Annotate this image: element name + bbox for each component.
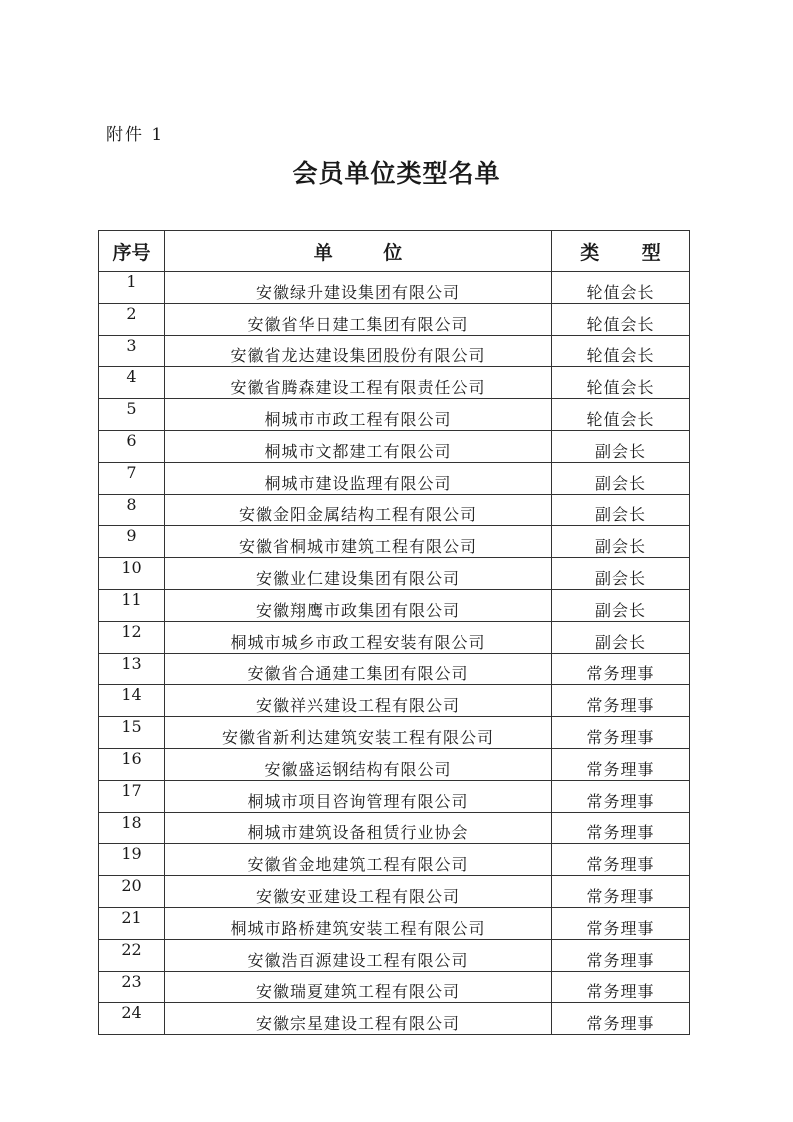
unit-name-cell: 安徽宗星建设工程有限公司 xyxy=(165,1003,552,1035)
serial-number-cell: 7 xyxy=(99,462,165,494)
member-type-cell: 常务理事 xyxy=(552,907,690,939)
member-type-cell: 副会长 xyxy=(552,430,690,462)
unit-name-cell: 安徽省腾森建设工程有限责任公司 xyxy=(165,367,552,399)
unit-name-cell: 安徽祥兴建设工程有限公司 xyxy=(165,685,552,717)
unit-name-cell: 桐城市文都建工有限公司 xyxy=(165,430,552,462)
serial-number-cell: 21 xyxy=(99,907,165,939)
member-type-cell: 常务理事 xyxy=(552,653,690,685)
unit-name-cell: 安徽金阳金属结构工程有限公司 xyxy=(165,494,552,526)
serial-number-cell: 17 xyxy=(99,780,165,812)
table-row xyxy=(99,367,690,399)
unit-name-cell: 桐城市建筑设备租赁行业协会 xyxy=(165,812,552,844)
member-type-cell: 副会长 xyxy=(552,462,690,494)
member-type-cell: 轮值会长 xyxy=(552,335,690,367)
serial-number-cell: 24 xyxy=(99,1003,165,1035)
table-body xyxy=(99,272,690,1035)
serial-number-cell: 2 xyxy=(99,303,165,335)
table-row xyxy=(99,621,690,653)
unit-name-cell: 安徽省合通建工集团有限公司 xyxy=(165,653,552,685)
serial-number-cell: 3 xyxy=(99,335,165,367)
unit-name-cell: 安徽业仁建设集团有限公司 xyxy=(165,558,552,590)
member-type-cell: 轮值会长 xyxy=(552,303,690,335)
unit-name-cell: 安徽省华日建工集团有限公司 xyxy=(165,303,552,335)
serial-number-cell: 8 xyxy=(99,494,165,526)
serial-number-cell: 5 xyxy=(99,399,165,431)
unit-name-cell: 安徽省金地建筑工程有限公司 xyxy=(165,844,552,876)
unit-name-cell: 安徽浩百源建设工程有限公司 xyxy=(165,939,552,971)
table-row xyxy=(99,685,690,717)
unit-name-cell: 桐城市市政工程有限公司 xyxy=(165,399,552,431)
member-type-cell: 常务理事 xyxy=(552,748,690,780)
table-row xyxy=(99,430,690,462)
table-row xyxy=(99,589,690,621)
serial-number-cell: 12 xyxy=(99,621,165,653)
table-row xyxy=(99,844,690,876)
unit-name-cell: 安徽翔鹰市政集团有限公司 xyxy=(165,589,552,621)
serial-number-cell: 22 xyxy=(99,939,165,971)
member-type-cell: 副会长 xyxy=(552,589,690,621)
table-header-row xyxy=(99,231,690,272)
unit-name-cell: 安徽绿升建设集团有限公司 xyxy=(165,272,552,304)
table-row xyxy=(99,939,690,971)
member-type-cell: 轮值会长 xyxy=(552,399,690,431)
table-row xyxy=(99,812,690,844)
member-type-cell: 轮值会长 xyxy=(552,272,690,304)
table-row xyxy=(99,462,690,494)
serial-number-cell: 20 xyxy=(99,876,165,908)
unit-name-cell: 桐城市建设监理有限公司 xyxy=(165,462,552,494)
serial-number-cell: 4 xyxy=(99,367,165,399)
member-type-cell: 轮值会长 xyxy=(552,367,690,399)
member-type-cell: 常务理事 xyxy=(552,971,690,1003)
table-row xyxy=(99,272,690,304)
member-type-cell: 常务理事 xyxy=(552,780,690,812)
table-row xyxy=(99,335,690,367)
member-type-cell: 常务理事 xyxy=(552,685,690,717)
table-row xyxy=(99,748,690,780)
serial-number-cell: 15 xyxy=(99,717,165,749)
table-row xyxy=(99,1003,690,1035)
serial-number-cell: 13 xyxy=(99,653,165,685)
serial-number-cell: 18 xyxy=(99,812,165,844)
unit-name-cell: 桐城市项目咨询管理有限公司 xyxy=(165,780,552,812)
document-title: 会员单位类型名单 xyxy=(292,159,501,188)
unit-name-cell: 安徽省新利达建筑安装工程有限公司 xyxy=(165,717,552,749)
table-row xyxy=(99,780,690,812)
table-row xyxy=(99,876,690,908)
member-type-cell: 常务理事 xyxy=(552,876,690,908)
table-row xyxy=(99,303,690,335)
member-type-cell: 副会长 xyxy=(552,558,690,590)
member-type-cell: 常务理事 xyxy=(552,812,690,844)
serial-number-cell: 11 xyxy=(99,589,165,621)
serial-number-cell: 23 xyxy=(99,971,165,1003)
header-type: 类 型 xyxy=(552,231,690,272)
table-row xyxy=(99,971,690,1003)
member-type-cell: 副会长 xyxy=(552,494,690,526)
table-row xyxy=(99,717,690,749)
serial-number-cell: 10 xyxy=(99,558,165,590)
member-units-table xyxy=(98,230,690,1035)
unit-name-cell: 安徽省桐城市建筑工程有限公司 xyxy=(165,526,552,558)
member-type-cell: 副会长 xyxy=(552,621,690,653)
table-row xyxy=(99,653,690,685)
member-type-cell: 常务理事 xyxy=(552,1003,690,1035)
unit-name-cell: 桐城市城乡市政工程安装有限公司 xyxy=(165,621,552,653)
member-type-cell: 常务理事 xyxy=(552,939,690,971)
table-row xyxy=(99,399,690,431)
header-unit: 单 位 xyxy=(165,231,552,272)
table-row xyxy=(99,558,690,590)
serial-number-cell: 14 xyxy=(99,685,165,717)
unit-name-cell: 安徽省龙达建设集团股份有限公司 xyxy=(165,335,552,367)
table-row xyxy=(99,907,690,939)
member-type-cell: 常务理事 xyxy=(552,717,690,749)
serial-number-cell: 6 xyxy=(99,430,165,462)
unit-name-cell: 安徽安亚建设工程有限公司 xyxy=(165,876,552,908)
serial-number-cell: 19 xyxy=(99,844,165,876)
header-serial-number: 序号 xyxy=(99,231,165,272)
serial-number-cell: 9 xyxy=(99,526,165,558)
serial-number-cell: 16 xyxy=(99,748,165,780)
serial-number-cell: 1 xyxy=(99,272,165,304)
member-type-cell: 副会长 xyxy=(552,526,690,558)
table-row xyxy=(99,526,690,558)
unit-name-cell: 安徽盛运钢结构有限公司 xyxy=(165,748,552,780)
member-type-cell: 常务理事 xyxy=(552,844,690,876)
table-row xyxy=(99,494,690,526)
unit-name-cell: 桐城市路桥建筑安装工程有限公司 xyxy=(165,907,552,939)
unit-name-cell: 安徽瑞夏建筑工程有限公司 xyxy=(165,971,552,1003)
attachment-label: 附件 1 xyxy=(106,125,165,145)
